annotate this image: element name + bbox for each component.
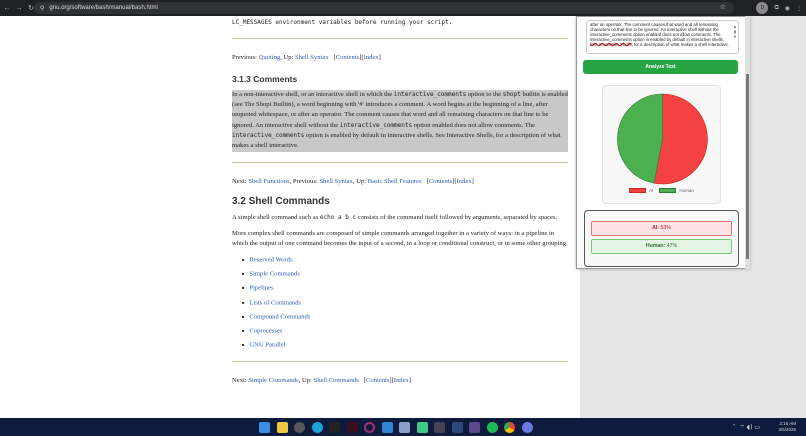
bookmark-star-icon[interactable]: ☆ bbox=[719, 4, 726, 11]
menu-icon[interactable]: ⋮ bbox=[796, 5, 802, 12]
app-icon[interactable] bbox=[469, 422, 480, 433]
nav-header: Previous: Quoting, Up: Shell Syntax [Contents][Index] bbox=[232, 54, 381, 62]
link-lists-of-commands[interactable]: Lists of Commands bbox=[249, 299, 302, 307]
link-shell-functions[interactable]: Shell Functions bbox=[248, 177, 290, 185]
ai-detector-popup bbox=[576, 16, 750, 269]
app-icon[interactable] bbox=[329, 422, 340, 433]
legend-human[interactable]: Human bbox=[659, 188, 694, 193]
link-simple-commands[interactable]: Simple Commands bbox=[248, 377, 299, 385]
link-shell-syntax[interactable]: Shell Syntax bbox=[319, 177, 353, 185]
browser-toolbar bbox=[0, 0, 806, 16]
analyze-text-button[interactable]: Analyze Text bbox=[583, 60, 738, 74]
heading-comments: 3.1.3 Comments bbox=[232, 73, 298, 84]
human-result: Human: 47% bbox=[591, 239, 732, 254]
app-icon[interactable] bbox=[417, 422, 428, 433]
spotify-icon[interactable] bbox=[487, 422, 498, 433]
link-shell-commands[interactable]: Shell Commands bbox=[313, 377, 359, 385]
link-gnu-parallel[interactable]: GNU Parallel bbox=[249, 341, 286, 349]
divider bbox=[232, 361, 568, 362]
link-contents[interactable]: Contents bbox=[365, 377, 390, 385]
link-compound-commands[interactable]: Compound Commands bbox=[249, 313, 311, 321]
link-index[interactable]: Index bbox=[456, 177, 472, 185]
start-icon[interactable] bbox=[259, 422, 270, 433]
app-icon[interactable] bbox=[399, 422, 410, 433]
pie-slice-human[interactable] bbox=[617, 94, 662, 183]
link-simple-commands[interactable]: Simple Commands bbox=[249, 270, 300, 278]
link-contents[interactable]: Contents bbox=[428, 177, 453, 185]
textarea-scrollbar[interactable]: ▲ ▮ ▼ bbox=[733, 24, 737, 39]
link-basic-shell-features[interactable]: Basic Shell Features bbox=[367, 177, 422, 185]
divider bbox=[232, 162, 568, 163]
manual-content bbox=[220, 16, 580, 418]
ai-result: AI: 53% bbox=[591, 221, 732, 236]
link-quoting[interactable]: Quoting bbox=[258, 54, 281, 62]
divider bbox=[232, 38, 568, 39]
system-tray-icons[interactable]: ˄ ⌔ ◖) ▭ bbox=[732, 424, 760, 431]
app-icon[interactable] bbox=[434, 422, 445, 433]
reload-icon[interactable]: ↻ bbox=[28, 5, 34, 12]
top-line: LC_MESSAGES environment variables before running your script. bbox=[232, 19, 453, 26]
clock[interactable]: 2:16 AM 3/5/2026 bbox=[778, 421, 796, 432]
app-icon[interactable] bbox=[522, 422, 533, 433]
url-text: gnu.org/software/bash/manual/bash.html bbox=[49, 5, 158, 11]
forward-icon[interactable]: → bbox=[15, 4, 23, 12]
chrome-icon[interactable] bbox=[504, 422, 515, 433]
legend-ai[interactable]: AI bbox=[629, 188, 653, 193]
link-index[interactable]: Index bbox=[363, 54, 379, 62]
back-icon[interactable]: ← bbox=[3, 4, 11, 12]
link-shell-syntax[interactable]: Shell Syntax bbox=[295, 54, 329, 62]
link-index[interactable]: Index bbox=[393, 377, 409, 385]
extensions-icon[interactable]: ⧉ bbox=[774, 4, 779, 11]
heading-shell-commands: 3.2 Shell Commands bbox=[232, 195, 330, 207]
results-panel bbox=[584, 210, 739, 267]
edge-icon[interactable] bbox=[312, 422, 323, 433]
link-coprocesses[interactable]: Coprocesses bbox=[249, 327, 283, 335]
paragraph: More complex shell commands are composed of simple commands arranged together in a variety of ways: in a pipeline in which the output of one command becomes the input of a second, in a loop or conditional construct, or in some other grouping. bbox=[232, 229, 568, 247]
address-bar[interactable] bbox=[34, 2, 734, 14]
profile-avatar[interactable]: D bbox=[756, 2, 768, 14]
text-input[interactable]: after an operator. The comment causes that word and all remaining characters on that line to be ignored. An interactive shell without the interactive_comments option enabled does not allow comments. The interactive_comments option is enabled by default in interactive shells. See Interactive Shells, for a description of what makes a shell interactive. ▲ ▮ ▼ bbox=[586, 20, 739, 54]
opera-icon[interactable] bbox=[364, 422, 375, 433]
file-explorer-icon[interactable] bbox=[277, 422, 288, 433]
site-info-icon[interactable]: ⚲ bbox=[40, 5, 45, 12]
link-contents[interactable]: Contents bbox=[335, 54, 360, 62]
steam-icon[interactable] bbox=[452, 422, 463, 433]
popup-scrollbar[interactable] bbox=[745, 16, 750, 269]
nav-header: Next: Shell Functions, Previous: Shell Syntax, Up: Basic Shell Features [Contents][Index] bbox=[232, 177, 474, 185]
link-pipelines[interactable]: Pipelines bbox=[249, 285, 274, 293]
app-icon[interactable] bbox=[294, 422, 305, 433]
taskbar bbox=[0, 418, 806, 436]
app-icon[interactable] bbox=[347, 422, 358, 433]
commands-list bbox=[242, 255, 568, 351]
vscode-icon[interactable] bbox=[382, 422, 393, 433]
scrollbar-thumb[interactable] bbox=[746, 74, 749, 259]
account-icon[interactable]: ◉ bbox=[784, 5, 790, 12]
nav-header: Next: Simple Commands, Up: Shell Commands [Contents][Index] bbox=[232, 377, 412, 385]
pie-chart bbox=[602, 85, 721, 204]
paragraph: A simple shell command such as echo a b c consists of the command itself followed by arguments, separated by spaces. bbox=[232, 214, 558, 222]
link-reserved-words[interactable]: Reserved Words bbox=[249, 256, 293, 264]
comments-paragraph: In a non-interactive shell, or an interactive shell in which the interactive_comments option to the shopt builtin is enabled (see The Shopt Builtin), a word beginning with '#' introduces a comment. A word begins at the beginning of a line, after unquoted whitespace, or after an operator. The comment causes that word and all remaining characters on that line to be ignored. An interactive shell without the interactive_comments option enabled does not allow comments. The interactive_comments option is enabled by default in interactive shells. See Interactive Shells, for a description of what makes a shell interactive. bbox=[232, 90, 568, 152]
